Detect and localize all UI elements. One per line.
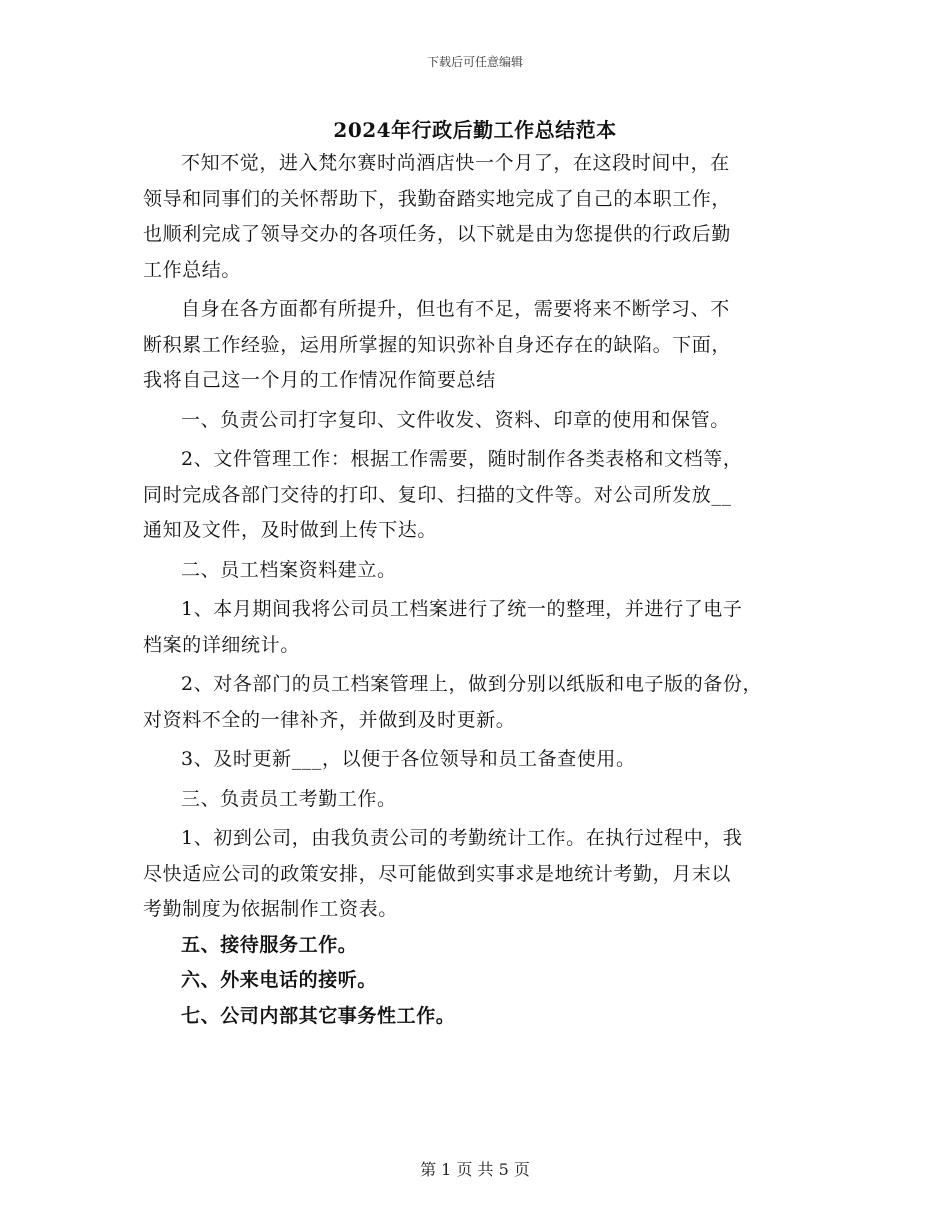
- paragraph-file-management: [143, 442, 823, 549]
- text-line: 2、文件管理工作：根据工作需要，随时制作各类表格和文档等，: [181, 448, 743, 470]
- paragraph-archive-3: [143, 742, 823, 778]
- section-heading-3: [143, 782, 823, 818]
- text-line: 1、初到公司，由我负责公司的考勤统计工作。在执行过程中，我: [181, 827, 743, 849]
- paragraph-self-assessment: [143, 292, 823, 399]
- text-line: 3、及时更新___，以便于各位领导和员工备查使用。: [181, 748, 636, 770]
- text-line: 2、对各部门的员工档案管理上，做到分别以纸版和电子版的备份，: [181, 673, 763, 695]
- text-line: 不知不觉，进入梵尔赛时尚酒店快一个月了，在这段时间中，在: [181, 152, 730, 174]
- text-line: 考勤制度为依据制作工资表。: [143, 898, 398, 920]
- paragraph-archive-2: [143, 667, 823, 738]
- text-line: 1、本月期间我将公司员工档案进行了统一的整理，并进行了电子: [181, 598, 743, 620]
- paragraph-intro: [143, 146, 823, 288]
- text-line: 通知及文件，及时做到上传下达。: [143, 519, 438, 541]
- text-line: 二、员工档案资料建立。: [181, 558, 397, 581]
- text-line: 同时完成各部门交待的打印、复印、扫描的文件等。对公司所发放__: [143, 483, 732, 506]
- paragraph-attendance: [143, 821, 823, 928]
- text-line: 一、负责公司打字复印、文件收发、资料、印章的使用和保管。: [181, 408, 730, 431]
- section-heading-5: 五、接待服务工作。: [181, 933, 358, 956]
- text-line: 档案的详细统计。: [143, 633, 300, 656]
- text-line: 自身在各方面都有所提升，但也有不足，需要将来不断学习、不: [181, 298, 730, 320]
- text-line: 我将自己这一个月的工作情况作简要总结: [143, 369, 496, 391]
- document-body: [143, 146, 823, 1034]
- text-line: 尽快适应公司的政策安排，尽可能做到实事求是地统计考勤，月末以: [143, 862, 732, 885]
- text-line: 工作总结。: [143, 258, 242, 281]
- text-line: 领导和同事们的关怀帮助下，我勤奋踏实地完成了自己的本职工作，: [143, 187, 732, 210]
- paragraph-archive-1: [143, 592, 823, 663]
- section-heading-7: 七、公司内部其它事务性工作。: [181, 1004, 456, 1027]
- page-footer: 第 1 页 共 5 页: [420, 1160, 530, 1179]
- section-heading-1: [143, 403, 823, 439]
- text-line: 断积累工作经验，运用所掌握的知识弥补自身还存在的缺陷。下面，: [143, 333, 732, 356]
- section-heading-6: 六、外来电话的接听。: [181, 969, 378, 991]
- text-line: 三、负责员工考勤工作。: [181, 787, 397, 810]
- document-title: 2024年行政后勤工作总结范本: [333, 118, 617, 142]
- text-line: 对资料不全的一律补齐，并做到及时更新。: [143, 708, 516, 731]
- text-line: 也顺利完成了领导交办的各项任务，以下就是由为您提供的行政后勤: [143, 223, 732, 245]
- section-heading-2: [143, 553, 823, 589]
- header-note: 下载后可任意编辑: [426, 55, 523, 69]
